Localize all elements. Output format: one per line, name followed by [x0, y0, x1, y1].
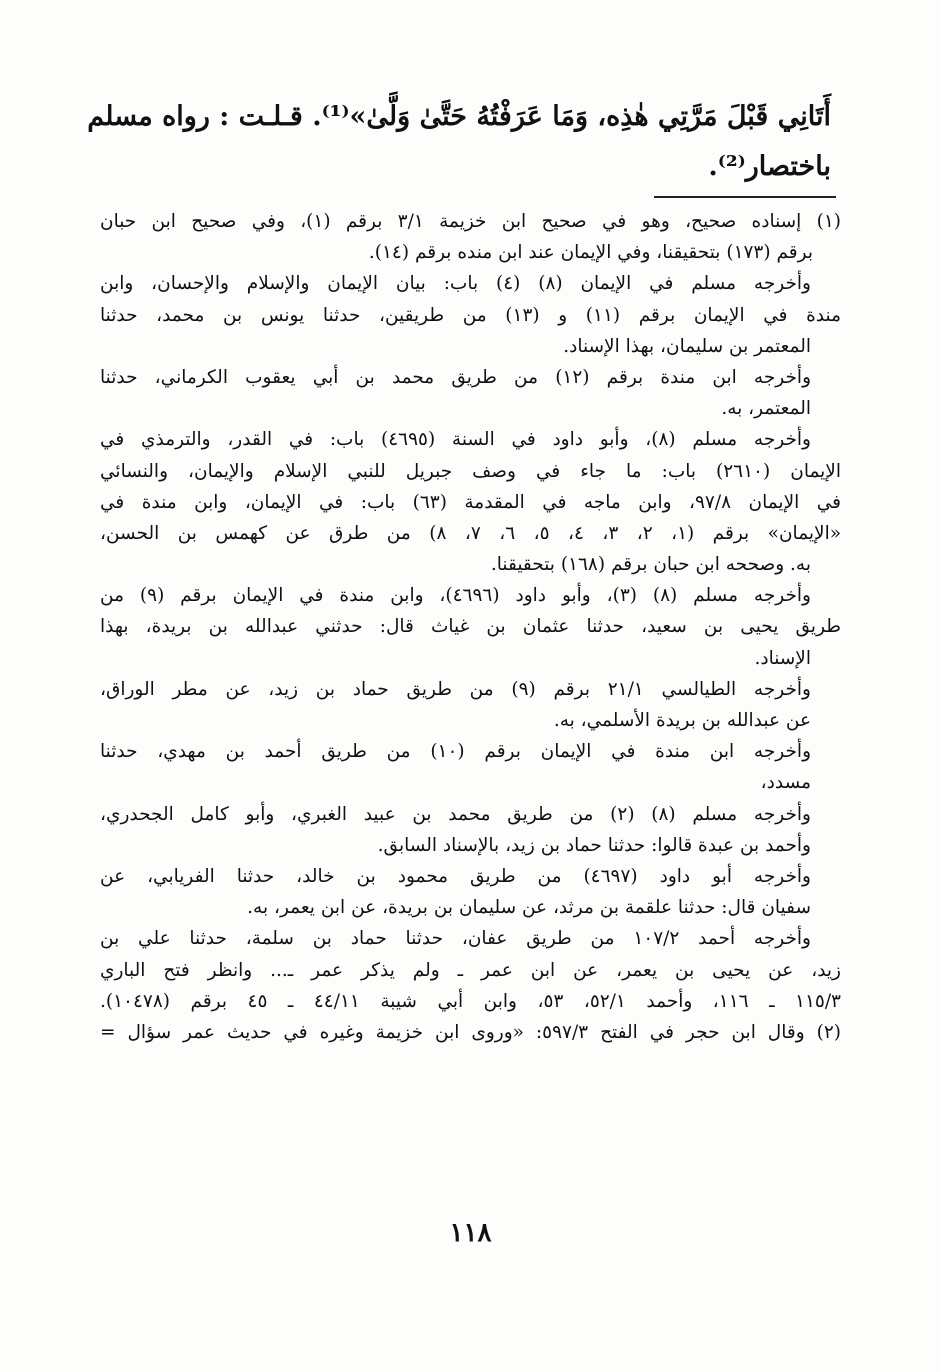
footnote-line: به. وصححه ابن حبان برقم (١٦٨) بتحقيقنا.: [490, 554, 811, 576]
footnote-line: المعتمر بن سليمان، بهذا الإسناد.: [563, 335, 811, 357]
footnote-line: سفيان قال: حدثنا علقمة بن مرثد، عن سليمان بن بريدة، عن ابن يعمر، به.: [247, 897, 811, 919]
footnote-line: وأخرجه أحمد ١٠٧/٢ من طريق عفان، حدثنا حماد بن سلمة، حدثنا علي بن: [100, 928, 811, 950]
footnote-line: وأخرجه أبو داود (٤٦٩٧) من طريق محمود بن خالد، حدثنا الفريابي، عن: [100, 865, 811, 887]
footnote-line: المعتمر، به.: [721, 398, 811, 420]
footnotes: [100, 206, 841, 1048]
footnote-line: الإيمان (٢٦١٠) باب: ما جاء في وصف جبريل للنبي الإسلام والإيمان، والنسائي: [100, 460, 841, 482]
main-text: [87, 92, 831, 192]
footnote-line: وأخرجه مسلم في الإيمان (٨) (٤) باب: بيان الإيمان والإسلام والإحسان، وابن: [100, 273, 811, 295]
footnote-line: «الإيمان» برقم (١، ٢، ٣، ٤، ٥، ٦، ٧، ٨) من طرق عن كهمس بن الحسن،: [100, 522, 841, 544]
footnote-line: مندة في الإيمان برقم (١١) و (١٣) من طريقين، حدثنا يونس بن محمد، حدثنا: [100, 304, 841, 326]
main-text-line-1: أَتَانِي قَبْلَ مَرَّتِي هٰذِه، وَمَا عَرَفْتُهُ حَتَّىٰ وَلَّىٰ»⁽¹⁾. قـلـت : رواه مسلم: [87, 101, 831, 132]
footnote-line: زيد، عن يحيى بن يعمر، عن ابن عمر ـ ولم يذكر عمر ـ... وانظر فتح الباري: [100, 959, 841, 981]
footnote-line: وأخرجه الطيالسي ٢١/١ برقم (٩) من طريق حماد بن زيد، عن مطر الوراق،: [100, 678, 811, 700]
footnote-line: مسدد،: [760, 772, 811, 794]
footnote-line: (٢) وقال ابن حجر في الفتح ٥٩٧/٣: «وروى ابن خزيمة وغيره في حديث عمر سؤال =: [100, 1021, 841, 1043]
footnote-line: في الإيمان ٩٧/٨، وابن ماجه في المقدمة (٦٣) باب: في الإيمان، وابن مندة في: [100, 491, 841, 513]
footnote-line: وأخرجه مسلم (٨)، وأبو داود في السنة (٤٦٩٥) باب: في القدر، والترمذي في: [100, 429, 811, 451]
footnote-line: وأخرجه ابن مندة برقم (١٢) من طريق محمد بن أبي يعقوب الكرماني، حدثنا: [100, 366, 812, 388]
footnote-line: (١) إسناده صحيح، وهو في صحيح ابن خزيمة ٣/١ برقم (١)، وفي صحيح ابن حبان: [100, 211, 841, 232]
main-text-line-2: باختصار⁽²⁾.: [708, 151, 831, 182]
footnote-line: وأحمد بن عبدة قالوا: حدثنا حماد بن زيد، بالإسناد السابق.: [377, 834, 811, 856]
footnote-separator: [654, 196, 836, 198]
page-number: ١١٨: [449, 1218, 492, 1248]
footnote-line: عن عبدالله بن بريدة الأسلمي، به.: [553, 710, 811, 731]
footnote-line: وأخرجه مسلم (٨) (٣)، وأبو داود (٤٦٩٦)، وابن مندة في الإيمان برقم (٩) من: [100, 585, 811, 607]
footnote-line: ١١٥/٣ ـ ١١٦، وأحمد ٥٢/١، ٥٣، وابن أبي شيبة ٤٤/١١ ـ ٤٥ برقم (١٠٤٧٨).: [100, 990, 841, 1012]
footnote-line: وأخرجه ابن مندة في الإيمان برقم (١٠) من طريق أحمد بن مهدي، حدثنا: [100, 741, 811, 763]
footnote-line: الإسناد.: [754, 647, 811, 669]
footnote-line: وأخرجه مسلم (٨) (٢) من طريق محمد بن عبيد الغبري، وأبو كامل الجحدري،: [100, 803, 811, 825]
footnote-line: برقم (١٧٣) بتحقيقنا، وفي الإيمان عند ابن منده برقم (١٤).: [368, 242, 813, 264]
footnote-line: طريق يحيى بن سعيد، حدثنا عثمان بن غياث قال: حدثني عبدالله بن بريدة، بهذا: [100, 616, 841, 638]
